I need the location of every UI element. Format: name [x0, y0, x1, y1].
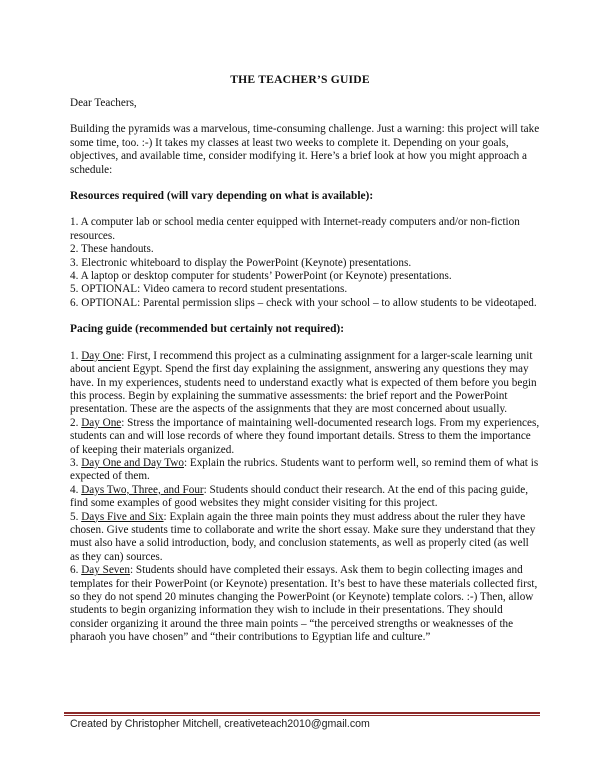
pacing-list: [70, 350, 540, 645]
pacing-item-day: Days Five and Six: [81, 510, 164, 523]
intro-paragraph: Building the pyramids was a marvelous, time-consuming challenge. Just a warning: this project will take some time, too. :-) It takes my classes at least two weeks to complete it. Depending on your goals, objectives, and available time, consider modifying it. Here’s a brief look at how you might approach a schedule:: [70, 123, 540, 176]
pacing-item-text: : Explain again the three main points they must address about the ruler they have chosen. Give students time to collaborate and write the short essay. Make sure they understand that they must also have a solid introduction, body, and conclusion statements, as well as properly cited (as well as they can) sources.: [70, 510, 536, 563]
pacing-item-text: : Students should have completed their essays. Ask them to begin collecting images and templates for their PowerPoint (or Keynote) presentation. It’s best to have these materials collected first, so they do not spend 20 minutes changing the PowerPoint (or Keynote) template colors. :-) Then, allow students to begin organizing information they wish to include in their presentations. They should consider organizing it around the three main points – “the perceived strengths or weaknesses of the pharaoh you have chosen” and “their contributions to Egyptian life and culture.”: [70, 564, 538, 644]
pacing-item-text: : Explain the rubrics. Students want to perform well, so remind them of what is expected of them.: [70, 456, 539, 483]
pacing-item-text: : First, I recommend this project as a culminating assignment for a larger-scale learning unit about ancient Egypt. Spend the first day explaining the assignment, answering any questions they may have. In my experiences, students need to understand exactly what is expected of them before you begin this process. Begin by explaining the summative assessments: the brief report and the PowerPoint presentation. These are the aspects of the assignments that they are most concerned about usually.: [70, 349, 537, 416]
pacing-item: [70, 350, 540, 417]
pacing-item-text: : Stress the importance of maintaining well-documented research logs. From my experiences, students can and will lose records of where they found important details. Stress to them the importance of keeping their materials organized.: [70, 416, 540, 456]
footer-credit: Created by Christopher Mitchell, creativeteach2010@gmail.com: [70, 718, 370, 730]
pacing-item-number: 2.: [70, 416, 82, 429]
pacing-item-number: 3.: [70, 456, 82, 469]
resources-list: [70, 216, 540, 310]
resource-item: 1. A computer lab or school media center equipped with Internet-ready computers and/or non-fiction resources.: [70, 216, 520, 242]
pacing-item-number: 4.: [70, 483, 82, 496]
pacing-item: [70, 457, 540, 484]
resource-item: 4. A laptop or desktop computer for students’ PowerPoint (or Keynote) presentations.: [70, 270, 452, 283]
resource-item: 3. Electronic whiteboard to display the PowerPoint (Keynote) presentations.: [70, 256, 412, 269]
resources-heading: Resources required (will vary depending on what is available):: [70, 190, 374, 203]
resource-item: 2. These handouts.: [70, 243, 154, 256]
document-body: [70, 97, 540, 658]
pacing-item: [70, 484, 540, 511]
pacing-item-day: Day One and Day Two: [81, 456, 184, 469]
footer-divider-thin: [64, 715, 540, 716]
salutation: Dear Teachers,: [70, 97, 137, 109]
pacing-heading: Pacing guide (recommended but certainly not required):: [70, 323, 344, 336]
pacing-item: [70, 417, 540, 457]
pacing-item-number: 1.: [70, 349, 82, 362]
resource-item: 6. OPTIONAL: Parental permission slips – check with your school – to allow students to be videotaped.: [70, 296, 537, 309]
pacing-item-number: 6.: [70, 564, 82, 577]
document-title: THE TEACHER’S GUIDE: [230, 73, 370, 86]
pacing-item: [70, 564, 540, 644]
pacing-item-day: Days Two, Three, and Four: [81, 483, 204, 496]
footer-divider: [64, 712, 540, 714]
pacing-item-day: Day Seven: [81, 564, 130, 577]
pacing-item-day: Day One: [81, 349, 122, 362]
pacing-item: [70, 511, 540, 565]
resource-item: 5. OPTIONAL: Video camera to record student presentations.: [70, 283, 348, 296]
pacing-item-text: : Students should conduct their research. At the end of this pacing guide, find some examples of good websites they might consider visiting for this project.: [70, 483, 529, 510]
pacing-item-number: 5.: [70, 510, 82, 523]
pacing-item-day: Day One: [81, 416, 122, 429]
